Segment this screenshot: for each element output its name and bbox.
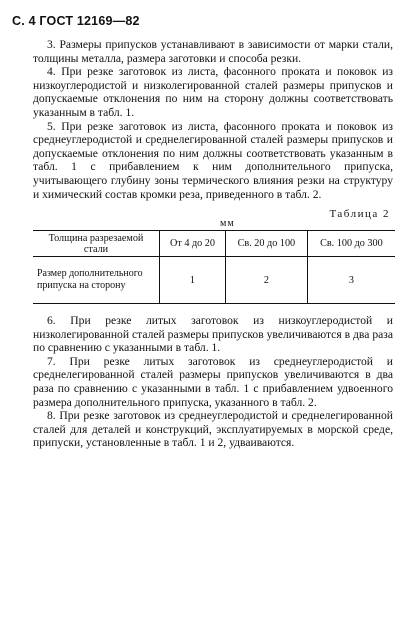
paragraph: 6. При резке литых заготовок из низкоуглеродистой и низколегированной сталей размеры припусков увеличиваются в два раза по сравнению с указанными в табл. 1.: [33, 314, 393, 355]
allowance-table: [33, 230, 395, 304]
row-header: Размер дополнительного припуска на сторону: [37, 268, 143, 291]
column-header: Толщина разрезаемой стали: [48, 232, 144, 255]
table-cell: 3: [307, 257, 395, 304]
text-block-before-table: [33, 38, 393, 201]
paragraph: 4. При резке заготовок из листа, фасонного проката и поковок из низкоуглеродистой и низколегированной сталей размеры припусков и допускаемые отклонения по ним на сторону должны соответствовать указанным в табл. 1.: [33, 65, 393, 119]
paragraph: 3. Размеры припусков устанавливают в зависимости от марки стали, толщины металла, размера заготовки и способа резки.: [33, 38, 393, 65]
page-header: С. 4 ГОСТ 12169—82: [12, 14, 140, 28]
table-row: [33, 257, 395, 304]
table-caption: Таблица 2: [329, 208, 390, 220]
paragraph: 8. При резке заготовок из среднеуглеродистой и среднелегированной сталей для деталей и конструкций, эксплуатируемых в морской среде, припуски, установленные в табл. 1 и 2, удваиваются.: [33, 409, 393, 450]
table-units: мм: [220, 218, 235, 229]
column-header: Св. 100 до 300: [307, 231, 395, 257]
paragraph: 5. При резке заготовок из листа, фасонного проката и поковок из среднеуглеродистой и среднелегированной сталей размеры припусков и допускаемые отклонения по ним должны соответствовать указанным в табл. 1 с прибавлением к ним дополнительного припуска, учитывающего глубину зоны термического влияния резки на структуру и химический состав кромки реза, приведенного в табл. 2.: [33, 119, 393, 201]
table-header-row: [33, 231, 395, 257]
paragraph: 7. При резке литых заготовок из среднеуглеродистой и среднелегированной сталей размеры припусков увеличиваются в два раза по сравнению с указанными в табл. 1 с прибавлением удвоенного размера дополнительного припуска, указанного в табл. 2.: [33, 354, 393, 409]
text-block-after-table: [33, 314, 393, 450]
column-header: От 4 до 20: [160, 231, 226, 257]
table-cell: 2: [225, 257, 307, 304]
table-cell: 1: [160, 257, 226, 304]
column-header: Св. 20 до 100: [225, 231, 307, 257]
